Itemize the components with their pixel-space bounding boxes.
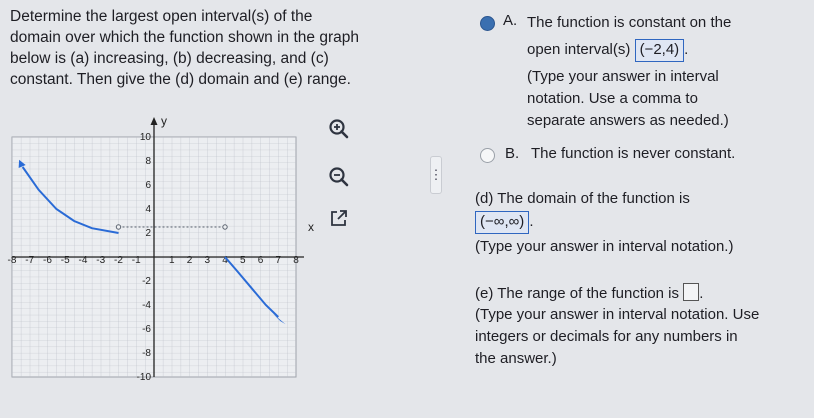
part-d-label: (d) The domain of the function is <box>475 190 690 207</box>
part-e-line <box>475 283 703 302</box>
option-a-radio[interactable] <box>480 16 495 31</box>
x-tick-label: -3 <box>96 255 106 266</box>
x-tick-label: -6 <box>43 255 52 266</box>
part-e-hint-1: (Type your answer in interval notation. Use <box>475 306 760 323</box>
function-graph <box>7 108 314 383</box>
option-a-text-1: The function is constant on the <box>527 14 732 31</box>
option-b-letter: B. <box>505 145 520 162</box>
y-tick-label: -2 <box>142 276 151 287</box>
option-a-period: . <box>684 41 689 58</box>
x-tick-label: -7 <box>25 255 35 266</box>
popout-icon[interactable] <box>327 206 351 230</box>
question-line-2: domain over which the function shown in the graph <box>10 29 359 46</box>
zoom-out-icon[interactable] <box>327 165 351 189</box>
menu-icon[interactable]: ⋮ <box>430 156 442 194</box>
y-tick-label: -10 <box>136 372 151 383</box>
part-e-label: (e) The range of the function is <box>475 285 680 302</box>
option-b-text: The function is never constant. <box>531 145 736 162</box>
x-tick-label: 4 <box>222 255 228 266</box>
domain-answer-box[interactable]: (−∞,∞) <box>475 211 529 234</box>
x-tick-label: 5 <box>239 255 246 266</box>
x-tick-label: -1 <box>131 255 141 266</box>
y-axis-arrow <box>151 117 158 125</box>
y-axis-label: y <box>161 114 167 128</box>
x-tick-label: 1 <box>168 255 175 266</box>
x-axis-label: x <box>308 220 314 234</box>
y-tick-label: -6 <box>142 324 151 335</box>
option-a-line-2 <box>527 39 688 62</box>
part-e-hint-3: the answer.) <box>475 350 557 367</box>
x-tick-label: -4 <box>78 255 88 266</box>
zoom-in-icon[interactable] <box>327 117 351 141</box>
option-a-hint-3: separate answers as needed.) <box>527 112 729 129</box>
open-circle <box>116 225 120 229</box>
y-tick-label: 2 <box>145 228 151 239</box>
part-d-period: . <box>529 213 534 230</box>
part-d-answer-line <box>475 211 533 234</box>
part-d-hint: (Type your answer in interval notation.) <box>475 238 734 255</box>
x-tick-label: -8 <box>7 255 17 266</box>
option-a-text-2: open interval(s) <box>527 41 631 58</box>
option-a-hint-2: notation. Use a comma to <box>527 90 698 107</box>
x-tick-label: -5 <box>60 255 70 266</box>
question-line-1: Determine the largest open interval(s) of the <box>10 8 313 25</box>
range-answer-box[interactable] <box>683 283 699 301</box>
x-tick-label: 2 <box>186 255 193 266</box>
part-e-hint-2: integers or decimals for any numbers in <box>475 328 738 345</box>
x-tick-label: 8 <box>293 255 299 266</box>
option-a-letter: A. <box>503 12 518 29</box>
x-tick-label: -2 <box>114 255 123 266</box>
x-tick-label: 6 <box>257 255 264 266</box>
y-tick-label: 8 <box>145 156 151 167</box>
y-tick-label: -4 <box>142 300 151 311</box>
x-tick-label: 3 <box>204 255 211 266</box>
question-line-3: below is (a) increasing, (b) decreasing, and (c) <box>10 50 329 67</box>
y-tick-label: -8 <box>142 348 151 359</box>
y-tick-label: 6 <box>145 180 151 191</box>
x-tick-label: 7 <box>275 255 282 266</box>
y-tick-label: 10 <box>139 132 151 143</box>
question-line-4: constant. Then give the (d) domain and (e) range. <box>10 71 351 88</box>
question-text <box>10 6 430 90</box>
option-a-hint-1: (Type your answer in interval <box>527 68 719 85</box>
y-tick-label: 4 <box>145 204 151 215</box>
option-a-answer-box[interactable]: (−2,4) <box>635 39 685 62</box>
open-circle <box>223 225 227 229</box>
option-b-radio[interactable] <box>480 148 495 163</box>
part-e-period: . <box>699 285 704 302</box>
